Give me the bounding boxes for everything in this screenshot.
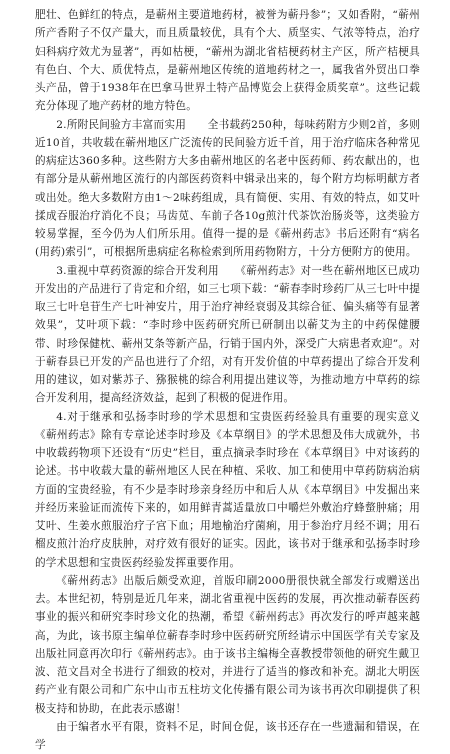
paragraph-4: 4.对于继承和弘扬李时珍的学术思想和宝贵医药经验具有重要的现实意义 《蕲州药志》除有专章论述李时珍及《本草纲目》的学术思想及伟大成就外，书中收载药物项下还设有“历史”栏目，重点摘录李时珍在《本草纲目》中对该药的论述。书中收载大量的蕲州地区人民在种植、采收、加工和使用中草药防病治病方面的宝贵经验，有不少是李时珍亲身经历中和后人从《本草纲目》中发掘出来并经历来验证而流传下来的，如用鲜青蒿适量放口中嚼烂外敷治疗蜂螫肿痛；用艾叶、生姜水煎服治疗子宫下血；用地榆治疗菌痢，用于参治疗月经不调；用石榴皮煎汁治疗皮肤肿，对疗效有很好的证实。因此，该书对于继承和弘扬李时珍的学术思想和宝贵医药经验发挥重要作用。 [35, 410, 442, 569]
paragraph-2: 2.所附民间验方丰富而实用 全书载药250种，每味药附方少则2首，多则近10首，共收载在蕲州地区广泛流传的民间验方近千首，用于治疗临床各种常见的病症达360多种。这些附方大多由蕲州地区的名老中医药师、药农献出的，也有部分是从蕲州地区流行的内部医药资料中辑录出来的，每个附方均标明献方者或出处。绝大多数附方由1～2味药组成，具有简便、实用、有效的特点，如艾叶揉成吞服治疗消化不良；马齿苋、车前子各10g煎汁代茶饮治肠炎等，这类验方较易掌握，至今仍为人们所乐用。值得一提的是《蕲州药志》书后还附有“病名(用药)索引”，可根据所患病症名称检索到所用药物附方，十分方便附方的使用。 [35, 118, 420, 259]
paragraph-1: 肥壮、色鲜红的特点，是蕲州主要道地药材，被誉为蕲丹参”；又如香附，“蕲州所产香附子不仅产量大，而且质量较优，具有个大、质坚实、气浓等特点，治疗妇科病疗效尤为显著”，再如枯梗，“蕲州为湖北省桔梗药材主产区，所产桔梗具有色白、个大、质优特点，是蕲州地区传统的道地药材之一，属我省外贸出口拳头产品，曾于1938年在巴拿马世界土特产品博览会上获得金质奖章”。这些记载充分体现了地产药材的地方特色。 [35, 9, 420, 113]
paragraph-3: 3.重视中草药资源的综合开发利用 《蕲州药志》对一些在蕲州地区已成功开发出的产品进行了肯定和介绍，如三七项下载：“蕲春李时珍药厂从三七叶中提取三七叶皂苷生产七叶神安片，用于治疗神经衰弱及其综合征、偏头痛等有显著效果”，艾叶项下载：“李时珍中医药研究所已研制出以蕲艾为主的中药保健腰带、时珍保健枕、蕲州艾条等新产品，行销于国内外，深受广大病患者欢迎”。对于蕲春县已开发的产品也进行了介绍，对有开发价值的中草药提出了综合开发利用的建议，如对紫苏子、猕猴桃的综合利用提出建议等，为推动地方中草药的综合开发利用，提高经济效益，起到了积极的促进作用。 [35, 264, 420, 405]
paragraph-5: 《蕲州药志》出版后颇受欢迎，首版印刷2000册很快就全部发行或赠送出去。本世纪初，特别是近几年来，湖北省重视中医药的发展，再次推动蕲春医药事业的振兴和研究李时珍文化的热潮，希望《蕲州药志》再次发行的呼声越来越高，为此，该书原主编单位蕲春李时珍中医药研究所经请示中国医学有关专家及出版社同意再次印行《蕲州药志》。由于该书主编梅全喜教授带领他的研究生戴卫波、范文昌对全书进行了细致的校对，并进行了适当的修改和补充。湖北大明医药产业有限公司和广东中山市五柱坊文化传播有限公司为该书再次印刷提供了积极支持和协助，在此表示感谢！ [35, 574, 420, 715]
paragraph-6: 由于编者水平有限，资料不足，时间仓促，该书还存在一些遗漏和错误，在学 [35, 720, 420, 751]
document-page [35, 6, 442, 751]
